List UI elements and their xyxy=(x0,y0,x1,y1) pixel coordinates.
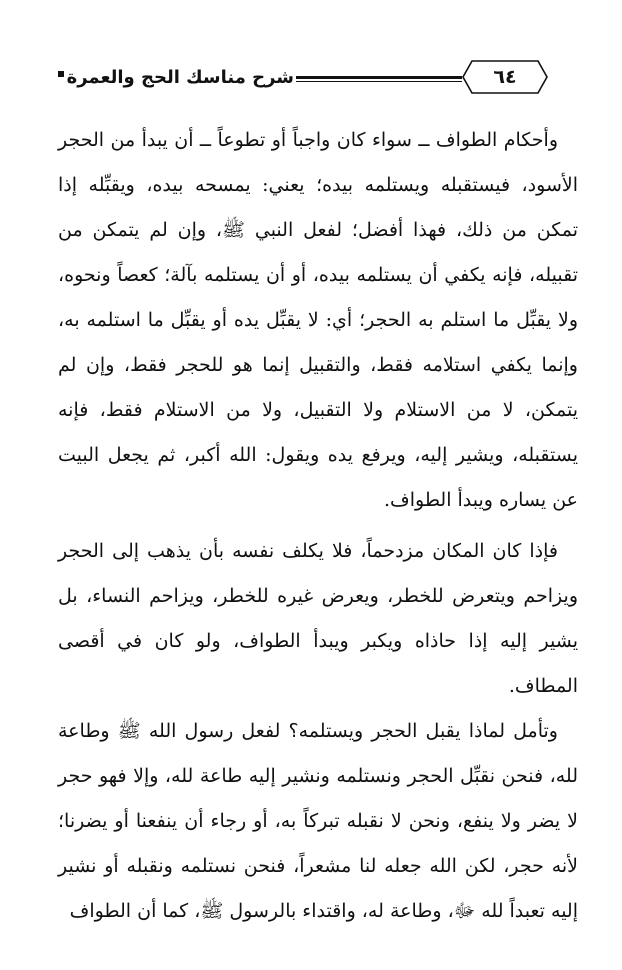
page-header xyxy=(58,58,576,98)
book-title-container xyxy=(58,64,294,92)
paragraph-tawaf-rules: وأحكام الطواف ــ سواء كان واجباً أو تطوعاً ــ أن يبدأ من الحجر الأسود، فيستقبله ويستلمه بيده؛ يعني: يمسحه بيده، ويقبِّله إذا تمكن من ذلك، فهذا أفضل؛ لفعل النبي ﷺ، وإن لم يتمكن من تقبيله، فإنه يكفي أن يستلمه بيده، أو أن يستلمه بآلة؛ كعصاً ونحوه، ولا يقبِّل ما استلم به الحجر؛ أي: لا يقبِّل يده أو يقبِّل ما استلمه به، وإنما يكفي استلامه فقط، والتقبيل إنما هو للحجر فقط، وإن لم يتمكن، لا من الاستلام ولا التقبيل، ولا من الاستلام فقط، فإنه يستقبله، ويشير إليه، ويرفع يده ويقول: الله أكبر، ثم يجعل البيت عن يساره ويبدأ الطواف. xyxy=(58,129,578,511)
paragraph-crowding: فإذا كان المكان مزدحماً، فلا يكلف نفسه بأن يذهب إلى الحجر ويزاحم ويتعرض للخطر، ويعرض غيره للخطر، ويزاحم النساء، بل يشير إليه إذا حاذاه ويكبر ويبدأ الطواف، ولو كان في أقصى المطاف. xyxy=(58,540,578,697)
paragraph-why-kiss-stone: وتأمل لماذا يقبل الحجر ويستلمه؟ لفعل رسول الله ﷺ وطاعة لله، فنحن نقبِّل الحجر ونستلمه ونشير إليه طاعة لله، وإلا فهو حجر لا يضر ولا ينفع، ونحن لا نقبله تبركاً به، أو رجاء أن ينفعنا أو يضرنا؛ لأنه حجر، لكن الله جعله لنا مشعراً، فنحن نستلمه ونقبله أو نشير إليه تعبداً لله ﷻ، وطاعة له، واقتداء بالرسول ﷺ، كما أن الطواف xyxy=(58,720,578,922)
body-text xyxy=(58,118,578,934)
book-title: شرح مناسك الحج والعمرة xyxy=(66,67,294,88)
page-number: ٦٤ xyxy=(493,66,517,88)
page-number-badge xyxy=(462,60,548,94)
